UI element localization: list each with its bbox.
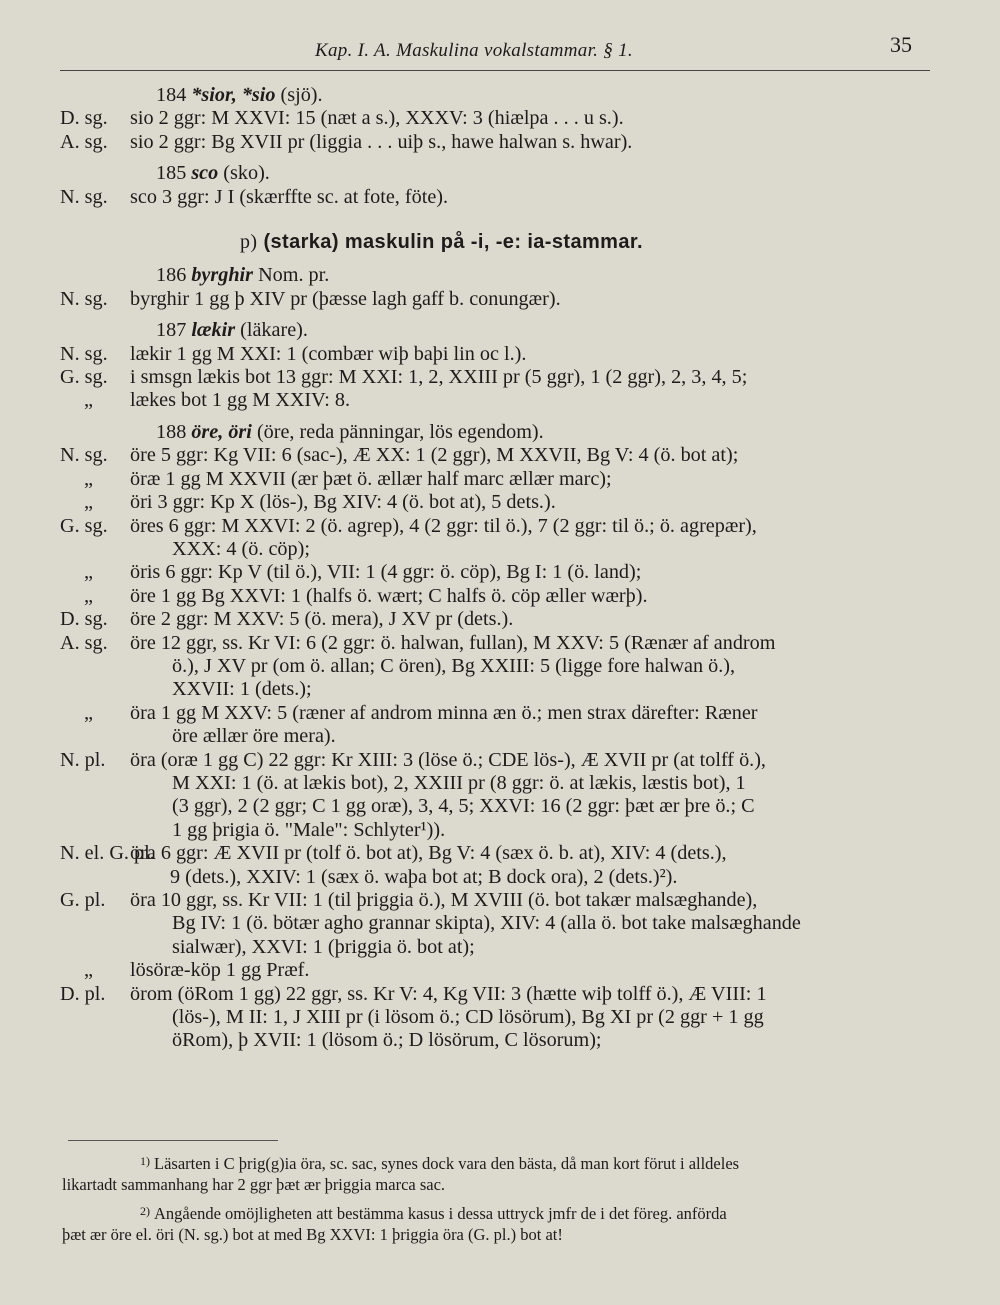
lemma-187 (60, 319, 940, 342)
form-text: lækes bot 1 gg M XXIV: 8. (130, 389, 351, 412)
headword: lækir (191, 319, 236, 342)
case-label: N. sg. (60, 287, 108, 310)
form-line (60, 585, 940, 608)
form-line (60, 468, 940, 491)
form-text: öra 1 gg M XXV: 5 (ræner af androm minna æn ö.; men strax därefter: Ræner (130, 701, 758, 724)
case-label: N. pl. (60, 748, 106, 771)
form-text: 1 gg þrigia ö. "Male": Schlyter¹)). (172, 818, 446, 841)
form-line (60, 561, 940, 584)
form-line (60, 772, 940, 795)
lemma-188-forms (60, 444, 940, 1053)
form-line (60, 131, 940, 154)
form-line (60, 515, 940, 538)
form-text: XXVII: 1 (dets.); (172, 678, 312, 701)
ditto-mark: „ (84, 491, 93, 514)
form-line (60, 866, 940, 889)
footnote-1 (60, 1151, 940, 1174)
page-number: 35 (890, 32, 912, 57)
form-line (60, 889, 940, 912)
section-letter: p) (240, 231, 258, 254)
lemma-number: 187 (156, 319, 187, 342)
form-text: öris 6 ggr: Kp V (til ö.), VII: 1 (4 ggr: ö. cöp), Bg I: 1 (ö. land); (130, 561, 642, 584)
case-label: D. sg. (60, 608, 108, 631)
form-line (60, 491, 940, 514)
form-line (60, 819, 940, 842)
form-line (60, 936, 940, 959)
form-text: lækir 1 gg M XXI: 1 (combær wiþ baþi lin oc l.). (130, 342, 527, 365)
form-line (60, 655, 940, 678)
case-label: D. sg. (60, 107, 108, 130)
form-line (60, 538, 940, 561)
form-text: (lös-), M II: 1, J XIII pr (i lösom ö.; CD lösörum), Bg XI pr (2 ggr + 1 gg (172, 1006, 764, 1029)
headword: byrghir (191, 264, 254, 287)
form-line (60, 725, 940, 748)
headword: *sior, *sio (191, 84, 276, 106)
form-text: öri 3 ggr: Kp X (lös-), Bg XIV: 4 (ö. bot at), 5 dets.). (130, 491, 556, 514)
form-text: byrghir 1 gg þ XIV pr (þæsse lagh gaff b. conungær). (130, 287, 561, 310)
lemma-185 (60, 162, 940, 185)
form-line (60, 983, 940, 1006)
lemma-number: 185 (156, 162, 187, 185)
form-text: örom (öRom 1 gg) 22 ggr, ss. Kr V: 4, Kg VII: 3 (hætte wiþ tolff ö.), Æ VIII: 1 (130, 982, 767, 1005)
case-label: A. sg. (60, 130, 108, 153)
lemma-number: 184 (156, 84, 187, 106)
footnote-2 (60, 1201, 940, 1224)
footnote-number: 1) (140, 1154, 150, 1168)
form-line (60, 795, 940, 818)
form-line (60, 1029, 940, 1052)
form-line (60, 959, 940, 982)
lemma-number: 188 (156, 420, 187, 443)
form-text: öre 5 ggr: Kg VII: 6 (sac-), Æ XX: 1 (2 ggr), M XXVII, Bg V: 4 (ö. bot at); (130, 444, 739, 467)
lemma-188 (60, 421, 940, 444)
gloss: (öre, reda pänningar, lös egendom). (256, 420, 544, 443)
page-body (60, 84, 940, 1053)
form-text: öra (oræ 1 gg C) 22 ggr: Kr XIII: 3 (löse ö.; CDE lös-), Æ XVII pr (at tolff ö.), (130, 748, 766, 771)
form-text: M XXI: 1 (ö. at lækis bot), 2, XXIII pr (8 ggr: ö. at lækis, læstis bot), 1 (172, 771, 746, 794)
form-text: sco 3 ggr: J I (skærffte sc. at fote, föte). (130, 185, 449, 208)
form-line (60, 107, 940, 130)
form-text: (3 ggr), 2 (2 ggr; C 1 gg oræ), 3, 4, 5; XXVI: 16 (2 ggr: þæt ær þre ö.; C (172, 795, 755, 818)
gloss: (sjö). (280, 84, 323, 106)
form-text: i smsgn lækis bot 13 ggr: M XXI: 1, 2, XXIII pr (5 ggr), 1 (2 ggr), 2, 3, 4, 5; (130, 366, 748, 389)
form-line (60, 842, 940, 865)
case-label: N. sg. (60, 444, 108, 467)
form-text: 9 (dets.), XXIV: 1 (sæx ö. waþa bot at; B dock ora), 2 (dets.)²). (170, 865, 678, 888)
form-line (60, 749, 940, 772)
form-text: öra 6 ggr: Æ XVII pr (tolf ö. bot at), Bg V: 4 (sæx ö. b. at), XIV: 4 (dets.), (130, 842, 727, 865)
headword: öre, öri (191, 420, 252, 443)
case-label: N. sg. (60, 342, 108, 365)
case-label: G. sg. (60, 514, 108, 537)
form-line (60, 1006, 940, 1029)
page-header (60, 30, 930, 71)
ditto-mark: „ (84, 389, 93, 412)
ditto-mark: „ (84, 959, 93, 982)
form-text: sio 2 ggr: Bg XVII pr (liggia . . . uiþ s., hawe halwan s. hwar). (130, 130, 633, 153)
case-label: D. pl. (60, 982, 106, 1005)
footnote-number: 2) (140, 1204, 150, 1218)
form-line (60, 343, 940, 366)
form-line (60, 632, 940, 655)
form-text: öre 1 gg Bg XXVI: 1 (halfs ö. wært; C halfs ö. cöp æller wærþ). (130, 584, 648, 607)
footnotes (60, 1140, 940, 1245)
lemma-184 (60, 84, 940, 107)
form-line (60, 186, 940, 209)
form-text: ö.), J XV pr (om ö. allan; C ören), Bg XXIII: 5 (ligge fore halwan ö.), (172, 654, 736, 677)
section-heading (60, 231, 940, 254)
form-text: öre ællær öre mera). (172, 725, 336, 748)
form-text: lösöræ-köp 1 gg Præf. (130, 959, 310, 982)
form-text: sio 2 ggr: M XXVI: 15 (næt a s.), XXXV: 3 (hiælpa . . . u s.). (130, 107, 624, 130)
footnote-rule (68, 1140, 278, 1141)
form-line (60, 389, 940, 412)
form-text: öra 10 ggr, ss. Kr VII: 1 (til þriggia ö.), M XVIII (ö. bot takær malsæghande), (130, 889, 758, 911)
ditto-mark: „ (84, 701, 93, 724)
case-label: G. pl. (60, 889, 106, 911)
form-line (60, 366, 940, 389)
running-head: Kap. I. A. Maskulina vokalstammar. § 1. (315, 40, 633, 61)
ditto-mark: „ (84, 467, 93, 490)
lemma-186 (60, 264, 940, 287)
form-line (60, 608, 940, 631)
headword: sco (191, 162, 219, 185)
gloss: Nom. pr. (258, 264, 330, 287)
form-line (60, 444, 940, 467)
form-text: öre 12 ggr, ss. Kr VI: 6 (2 ggr: ö. halwan, fullan), M XXV: 5 (Rænær af androm (130, 631, 776, 654)
form-text: öre 2 ggr: M XXV: 5 (ö. mera), J XV pr (dets.). (130, 608, 514, 631)
footnote-2-cont: þæt ær öre el. öri (N. sg.) bot at med Bg XXVI: 1 þriggia öra (G. pl.) bot at! (62, 1225, 563, 1244)
footnote-text: Angående omöjligheten att bestämma kasus i dessa uttryck jmfr de i det föreg. anförda (154, 1204, 727, 1223)
section-title: (starka) maskulin på -i, -e: ia-stammar. (263, 231, 643, 254)
footnote-text: Läsarten i C þrig(g)ia öra, sc. sac, synes dock vara den bästa, då man kort förut i alldeles (154, 1154, 740, 1173)
gloss: (läkare). (240, 319, 308, 342)
form-line (60, 678, 940, 701)
ditto-mark: „ (84, 561, 93, 584)
case-label: G. sg. (60, 366, 108, 389)
form-text: Bg IV: 1 (ö. bötær agho grannar skipta), XIV: 4 (alla ö. bot take malsæghande (172, 912, 801, 935)
ditto-mark: „ (84, 584, 93, 607)
form-text: sialwær), XXVI: 1 (þriggia ö. bot at); (172, 935, 475, 958)
gloss: (sko). (223, 162, 270, 185)
form-line (60, 288, 940, 311)
lemma-number: 186 (156, 264, 187, 287)
case-label: A. sg. (60, 631, 108, 654)
form-text: XXX: 4 (ö. cöp); (172, 537, 310, 560)
form-text: öRom), þ XVII: 1 (lösom ö.; D lösörum, C lösorum); (172, 1029, 602, 1052)
footnote-1-cont: likartadt sammanhang har 2 ggr þæt ær þriggia marca sac. (62, 1175, 446, 1194)
case-label: N. sg. (60, 185, 108, 208)
form-text: öræ 1 gg M XXVII (ær þæt ö. ællær half marc ællær marc); (130, 467, 612, 490)
form-line (60, 702, 940, 725)
form-text: öres 6 ggr: M XXVI: 2 (ö. agrep), 4 (2 ggr: til ö.), 7 (2 ggr: til ö.; ö. agrepær), (130, 514, 757, 537)
form-line (60, 912, 940, 935)
case-label: N. el. G. pl. (60, 842, 155, 865)
